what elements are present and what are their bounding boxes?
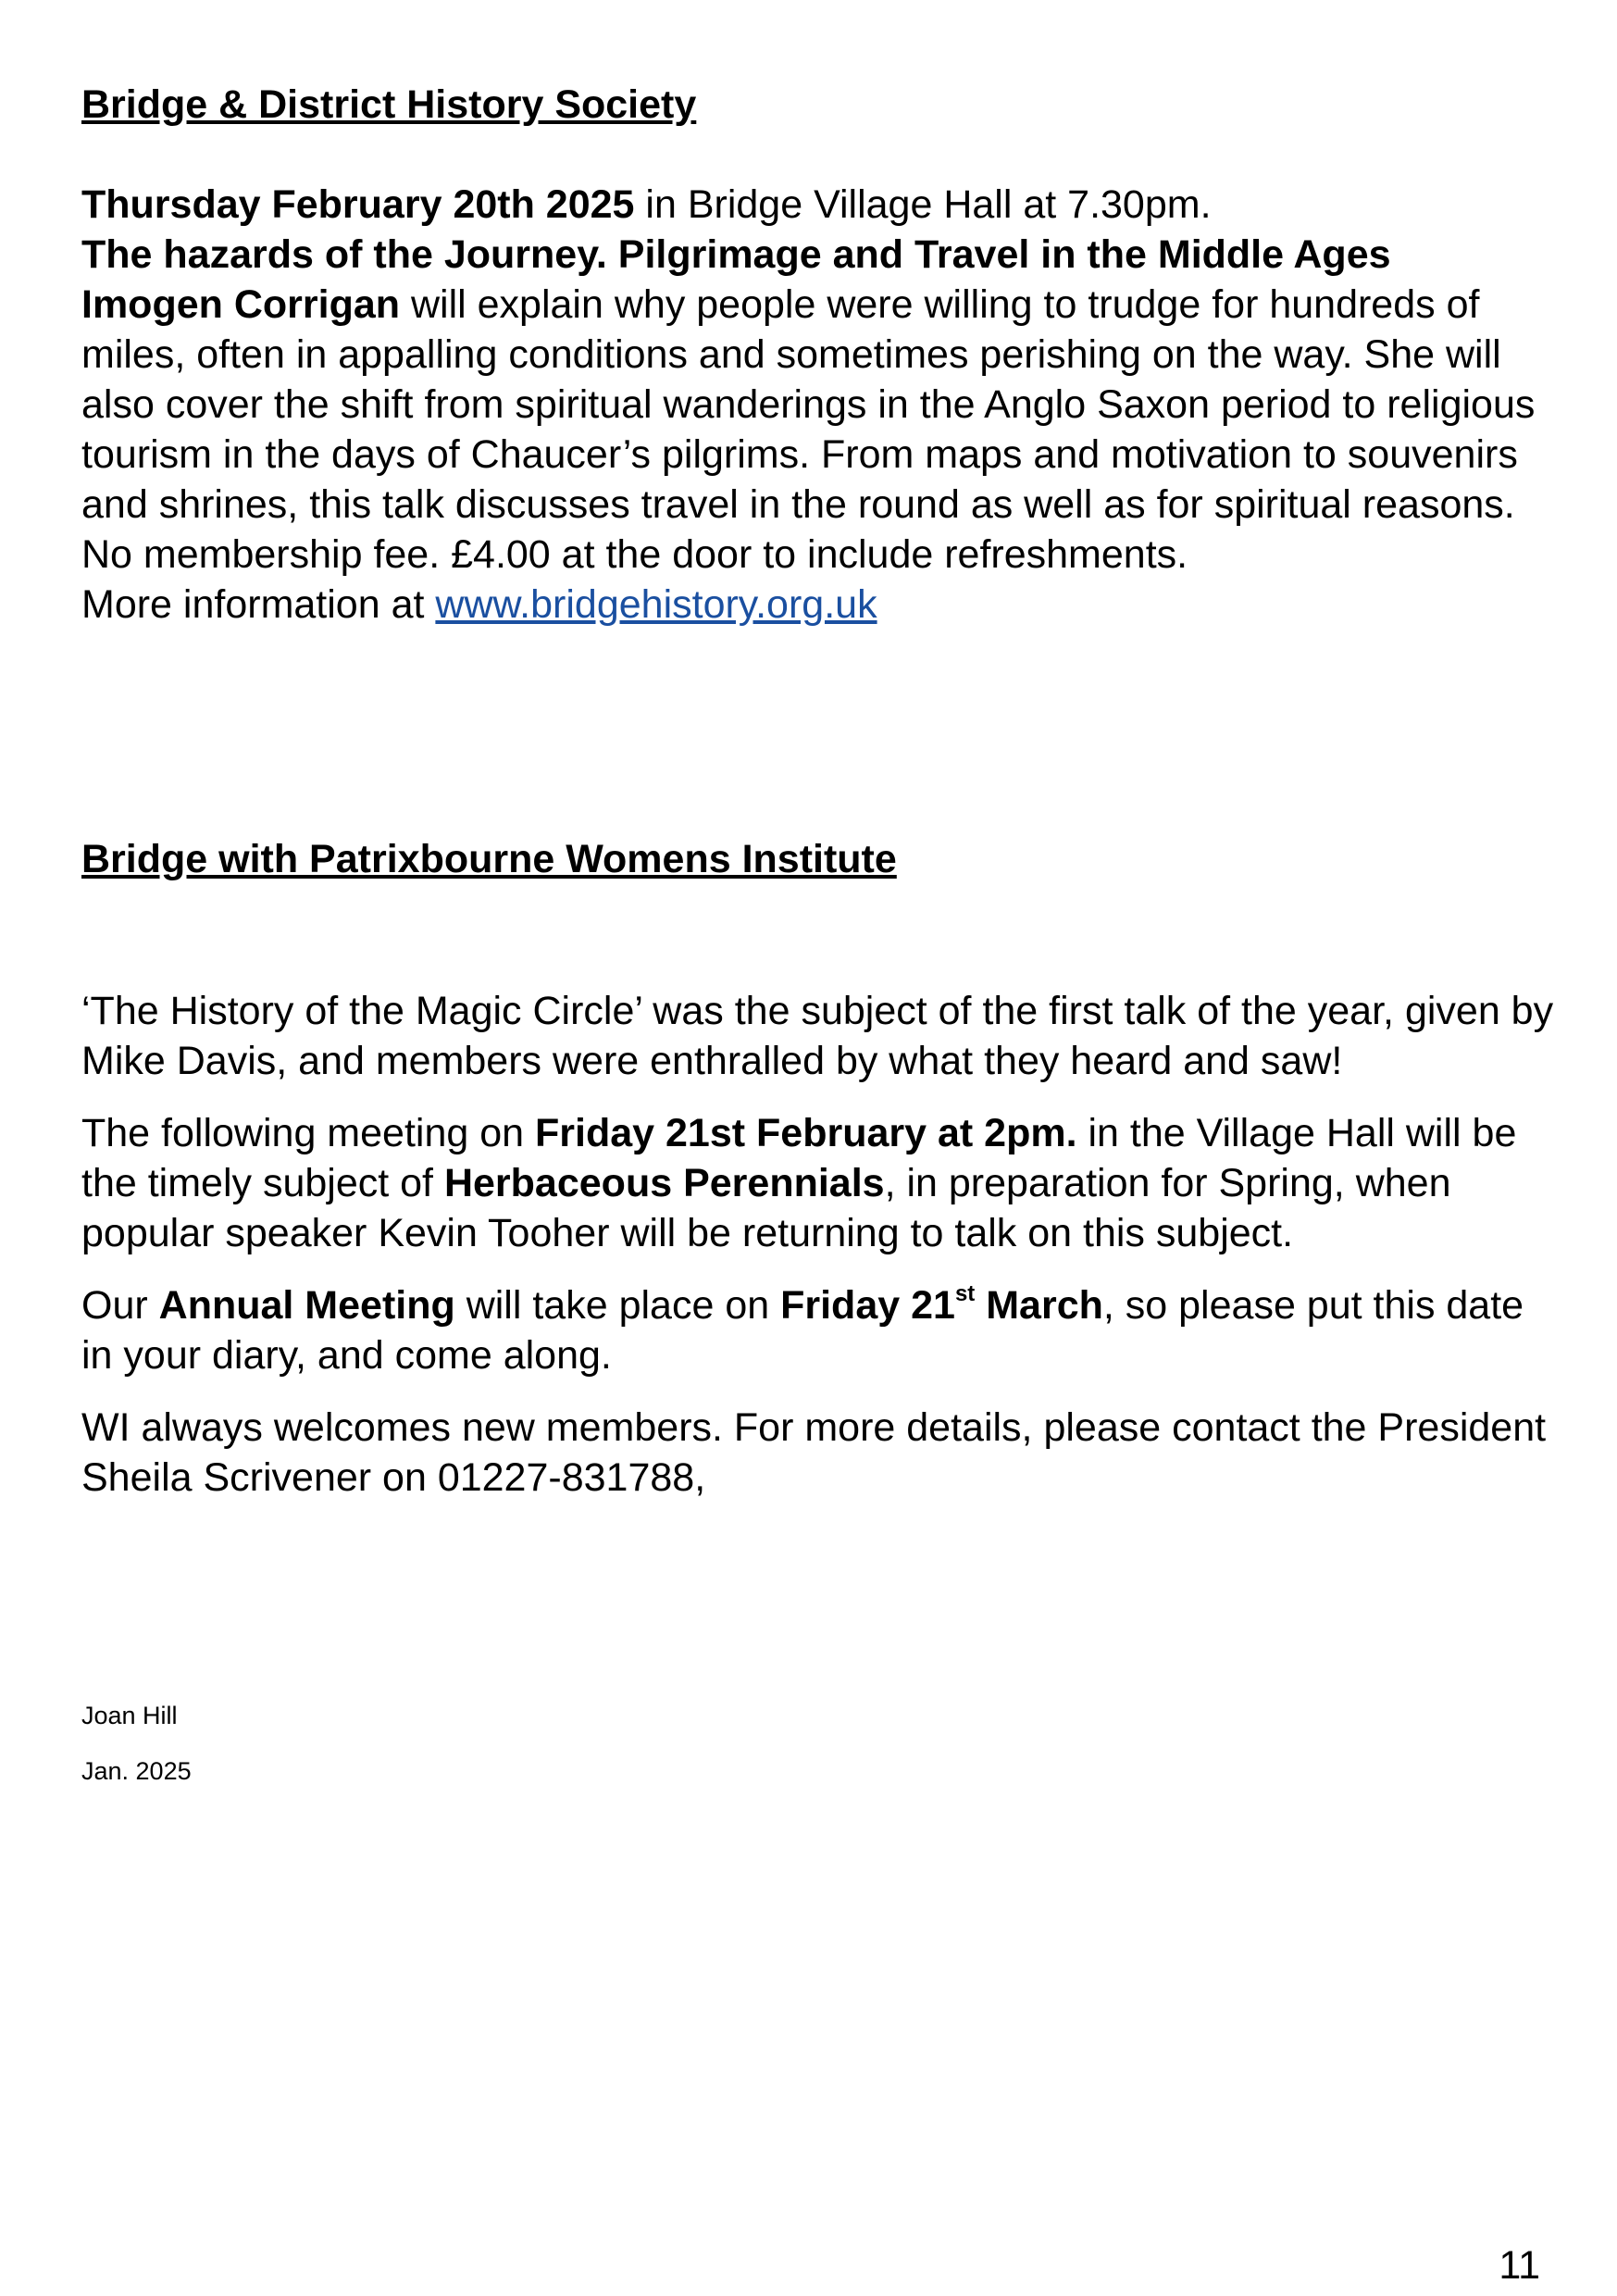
talk-title bbox=[81, 230, 1525, 280]
page-number: 11 bbox=[1499, 2243, 1540, 2288]
wi-meeting-date: Friday 21st February at 2pm. bbox=[535, 1111, 1077, 1155]
wi-paragraph-3-text-c: will take place on bbox=[454, 1283, 781, 1328]
signature-block bbox=[81, 1700, 192, 1787]
wi-paragraph-1: ‘The History of the Magic Circle’ was the subject of the first talk of the year, given by Mike Davis, and members were enthralled by what they heard and saw! bbox=[81, 989, 1554, 1083]
speaker-name: Imogen Corrigan bbox=[81, 282, 401, 327]
wi-paragraph-2-text-e: , in preparation for Spring, when popular speaker Kevin Tooher will be returning to talk on this subject. bbox=[81, 1161, 1451, 1255]
wi-paragraph-3-text-a: Our bbox=[81, 1283, 159, 1328]
wi-annual-date-month: March bbox=[975, 1283, 1103, 1328]
wi-annual-meeting-date bbox=[780, 1280, 1103, 1328]
history-society-heading: Bridge & District History Society bbox=[81, 82, 697, 127]
wi-paragraph-2-text-c: in the Village Hall will be the timely subject of bbox=[81, 1111, 1517, 1205]
talk-description-text: will explain why people were willing to trudge for hundreds of miles, often in appalling conditions and sometimes perishing on the way. She will also cover the shift from spiritual wanderings in the Anglo Saxon period to religious tourism in the days of Chaucer’s pilgrims. From maps and motivation to souvenirs and shrines, this talk discusses travel in the round as well as for spiritual reasons. bbox=[81, 282, 1536, 527]
wi-annual-meeting: Annual Meeting bbox=[158, 1283, 455, 1328]
wi-paragraph-3-text-f: , so please put this date in your diary, and come along. bbox=[81, 1283, 1524, 1378]
wi-talk-subject: Herbaceous Perennials bbox=[443, 1161, 885, 1205]
wi-paragraph-3 bbox=[81, 1280, 1562, 1380]
wi-paragraph-4: WI always welcomes new members. For more details, please contact the President Sheila Scrivener on 01227-831788, bbox=[81, 1405, 1547, 1500]
wi-annual-date-day: Friday 21 bbox=[780, 1283, 955, 1328]
wi-annual-date-suffix: st bbox=[954, 1280, 976, 1306]
event-date: Thursday February 20th 2025 bbox=[81, 182, 635, 227]
fee-info: No membership fee. £4.00 at the door to include refreshments. bbox=[81, 532, 1188, 577]
wi-section bbox=[81, 834, 1562, 1503]
talk-description bbox=[81, 280, 1544, 530]
signature-name: Joan Hill bbox=[81, 1702, 178, 1729]
wi-paragraph-2-text-a: The following meeting on bbox=[81, 1111, 536, 1155]
talk-title-text: The hazards of the Journey. Pilgrimage and Travel in the Middle Ages bbox=[81, 232, 1391, 277]
signature-date: Jan. 2025 bbox=[81, 1757, 192, 1785]
history-society-section bbox=[81, 80, 1562, 630]
more-info-prefix: More information at bbox=[81, 582, 436, 627]
website-link[interactable]: www.bridgehistory.org.uk bbox=[435, 582, 877, 627]
more-info bbox=[81, 580, 1562, 630]
wi-heading: Bridge with Patrixbourne Womens Institute bbox=[81, 837, 897, 881]
event-venue: in Bridge Village Hall at 7.30pm. bbox=[634, 182, 1212, 227]
wi-paragraph-2 bbox=[81, 1108, 1553, 1258]
event-datetime bbox=[81, 180, 1562, 230]
